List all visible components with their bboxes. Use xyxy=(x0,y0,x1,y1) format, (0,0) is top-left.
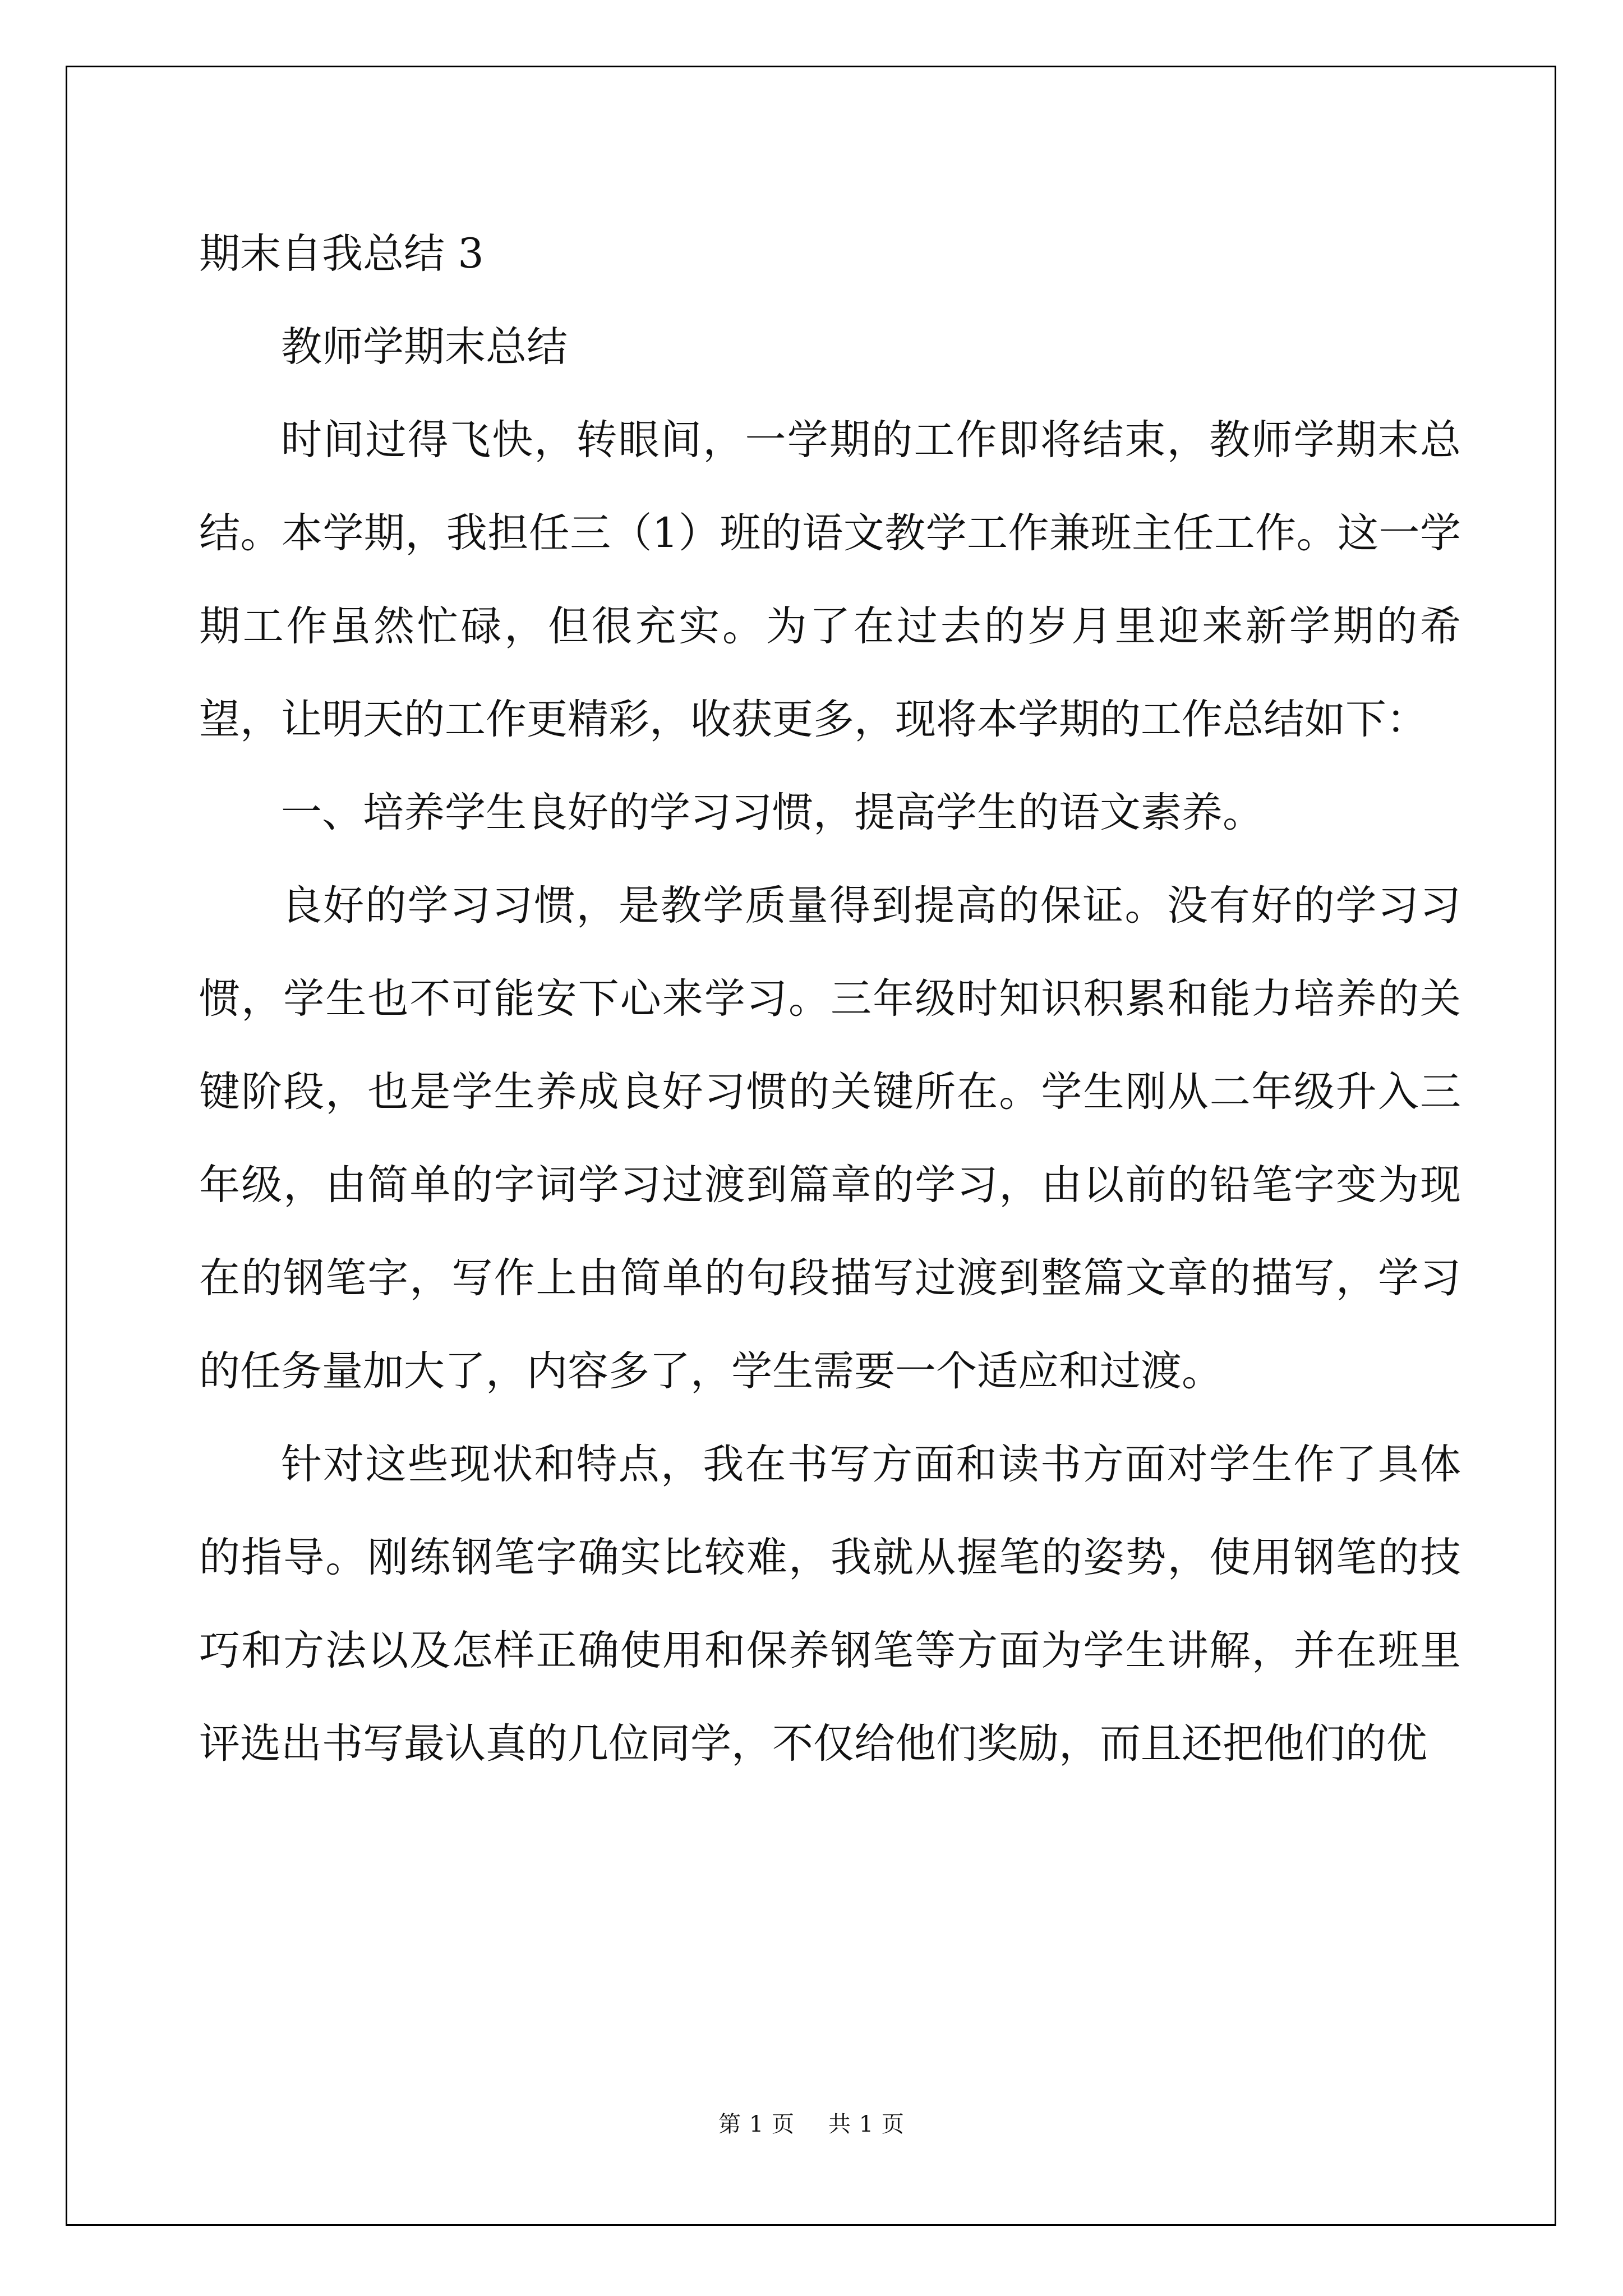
paragraph: 良好的学习习惯，是教学质量得到提高的保证。没有好的学习习惯，学生也不可能安下心来学习。三年级时知识积累和能力培养的关键阶段，也是学生养成良好习惯的关键所在。学生刚从二年级升入三年级，由简单的字词学习过渡到篇章的学习，由以前的铅笔字变为现在的钢笔字，写作上由简单的句段描写过渡到整篇文章的描写，学习的任务量加大了，内容多了，学生需要一个适应和过渡。 xyxy=(199,882,1461,1395)
page-footer xyxy=(0,2106,1623,2138)
page-total: 共 1 页 xyxy=(828,2111,905,2137)
page-number: 第 1 页 xyxy=(718,2111,795,2137)
document-title: 期末自我总结 3 xyxy=(199,230,484,278)
document-body xyxy=(199,208,1461,1791)
document-subtitle: 教师学期末总结 xyxy=(281,323,568,371)
section-heading: 一、培养学生良好的学习习惯，提高学生的语文素养。 xyxy=(281,789,1264,836)
paragraph: 时间过得飞快，转眼间，一学期的工作即将结束，教师学期末总结。本学期，我担任三（1）班的语文教学工作兼班主任工作。这一学期工作虽然忙碌，但很充实。为了在过去的岁月里迎来新学期的希望，让明天的工作更精彩，收获更多，现将本学期的工作总结如下： xyxy=(199,416,1461,743)
paragraph: 针对这些现状和特点，我在书写方面和读书方面对学生作了具体的指导。刚练钢笔字确实比较难，我就从握笔的姿势，使用钢笔的技巧和方法以及怎样正确使用和保养钢笔等方面为学生讲解，并在班里评选出书写最认真的几位同学，不仅给他们奖励，而且还把他们的优 xyxy=(199,1441,1461,1768)
